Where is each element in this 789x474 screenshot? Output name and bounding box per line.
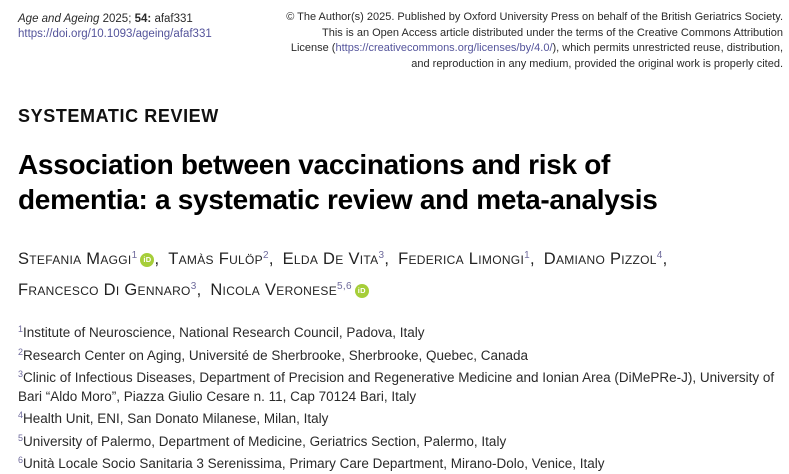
author-name: Damiano Pizzol <box>543 250 657 268</box>
author-affiliation-superscript: 1 <box>524 250 530 261</box>
affiliation-text: Health Unit, ENI, San Donato Milanese, Milan, Italy <box>23 411 329 426</box>
affiliation-item <box>18 320 783 343</box>
affiliation-text: Unità Locale Socio Sanitaria 3 Serenissima, Primary Care Department, Mirano-Dolo, Venice, Italy <box>23 456 605 471</box>
author-affiliation-superscript: 1 <box>131 250 138 261</box>
copyright-line-3 <box>286 41 783 57</box>
affiliation-superscript: 4 <box>18 410 24 420</box>
author-affiliation-superscript: 2 <box>262 250 269 261</box>
author-separator: , <box>268 250 279 268</box>
author <box>18 281 210 299</box>
orcid-icon-label: iD <box>357 286 366 295</box>
author-name: Tamàs Fulöp <box>168 250 263 268</box>
journal-article-id: afaf331 <box>154 13 193 25</box>
affiliation-superscript: 5 <box>18 432 24 443</box>
author-separator: , <box>662 250 668 268</box>
journal-name: Age and Ageing <box>18 13 100 25</box>
affiliation-item <box>18 343 783 366</box>
author-separator: , <box>196 281 207 299</box>
author <box>283 250 398 268</box>
author <box>168 250 282 268</box>
article-title-line-1: Association between vaccinations and risk of <box>18 149 611 180</box>
author-name: Federica Limongi <box>398 250 525 268</box>
author-name: Francesco Di Gennaro <box>18 281 191 299</box>
author-separator: , <box>529 250 540 268</box>
copyright-line-4: and reproduction in any medium, provided the original work is properly cited. <box>411 57 783 70</box>
affiliation-item <box>18 451 783 474</box>
copyright-line-1: © The Author(s) 2025. Published by Oxford University Press on behalf of the British Geriatrics Society. <box>286 11 783 23</box>
affiliation-text: Clinic of Infectious Diseases, Department of Precision and Regenerative Medicine and Ionian Area (DiMePRe-J), University of Bari “Aldo Moro”, Piazza Giulio Cesare n. 11, Cap 70124 Bari, Italy <box>18 370 775 404</box>
section-label: SYSTEMATIC REVIEW <box>18 106 219 126</box>
affiliation-item <box>18 429 783 452</box>
creative-commons-link[interactable]: https://creativecommons.org/licenses/by/4.0/ <box>335 42 553 54</box>
author-separator: , <box>154 250 165 268</box>
author <box>398 250 544 268</box>
orcid-icon[interactable] <box>355 284 369 298</box>
author <box>18 250 168 268</box>
journal-volume: 54: <box>134 13 152 25</box>
affiliation-text: University of Palermo, Department of Medicine, Geriatrics Section, Palermo, Italy <box>23 433 507 449</box>
article-title-line-2: dementia: a systematic review and meta-analysis <box>18 184 658 215</box>
author-list <box>18 242 783 304</box>
orcid-icon[interactable] <box>140 253 154 267</box>
article-title <box>18 147 783 217</box>
orcid-icon-label: iD <box>143 255 152 264</box>
copyright-line-2: This is an Open Access article distributed under the terms of the Creative Commons Attribution <box>322 26 783 39</box>
affiliation-superscript: 1 <box>18 324 24 334</box>
journal-citation <box>18 10 212 42</box>
affiliation-list <box>18 320 783 474</box>
affiliation-text: Research Center on Aging, Université de Sherbrooke, Sherbrooke, Quebec, Canada <box>23 347 529 363</box>
affiliation-superscript: 2 <box>18 346 24 357</box>
journal-citation-line <box>18 12 212 27</box>
author-affiliation-superscript: 3 <box>190 281 197 292</box>
license-text-prefix: License ( <box>290 42 336 54</box>
author-name: Elda De Vita <box>282 250 379 268</box>
license-text-suffix: ), which permits unrestricted reuse, distribution, <box>552 42 783 54</box>
page-header <box>18 10 783 72</box>
author-name: Nicola Veronese <box>210 281 338 299</box>
affiliation-item <box>18 406 783 429</box>
journal-year: 2025; <box>102 13 132 25</box>
author <box>544 250 672 268</box>
affiliation-text: Institute of Neuroscience, National Research Council, Padova, Italy <box>23 325 425 340</box>
author-name: Stefania Maggi <box>18 250 132 268</box>
affiliation-superscript: 3 <box>18 369 24 379</box>
affiliation-superscript: 6 <box>18 455 24 465</box>
affiliation-item <box>18 365 783 406</box>
doi-link[interactable]: https://doi.org/10.1093/ageing/afaf331 <box>18 28 212 40</box>
author-affiliation-superscript: 4 <box>656 250 663 261</box>
author-affiliation-superscript: 5,6 <box>337 281 352 292</box>
copyright-notice <box>286 10 783 72</box>
author-separator: , <box>384 250 395 268</box>
author <box>210 281 369 299</box>
author-affiliation-superscript: 3 <box>378 250 385 261</box>
